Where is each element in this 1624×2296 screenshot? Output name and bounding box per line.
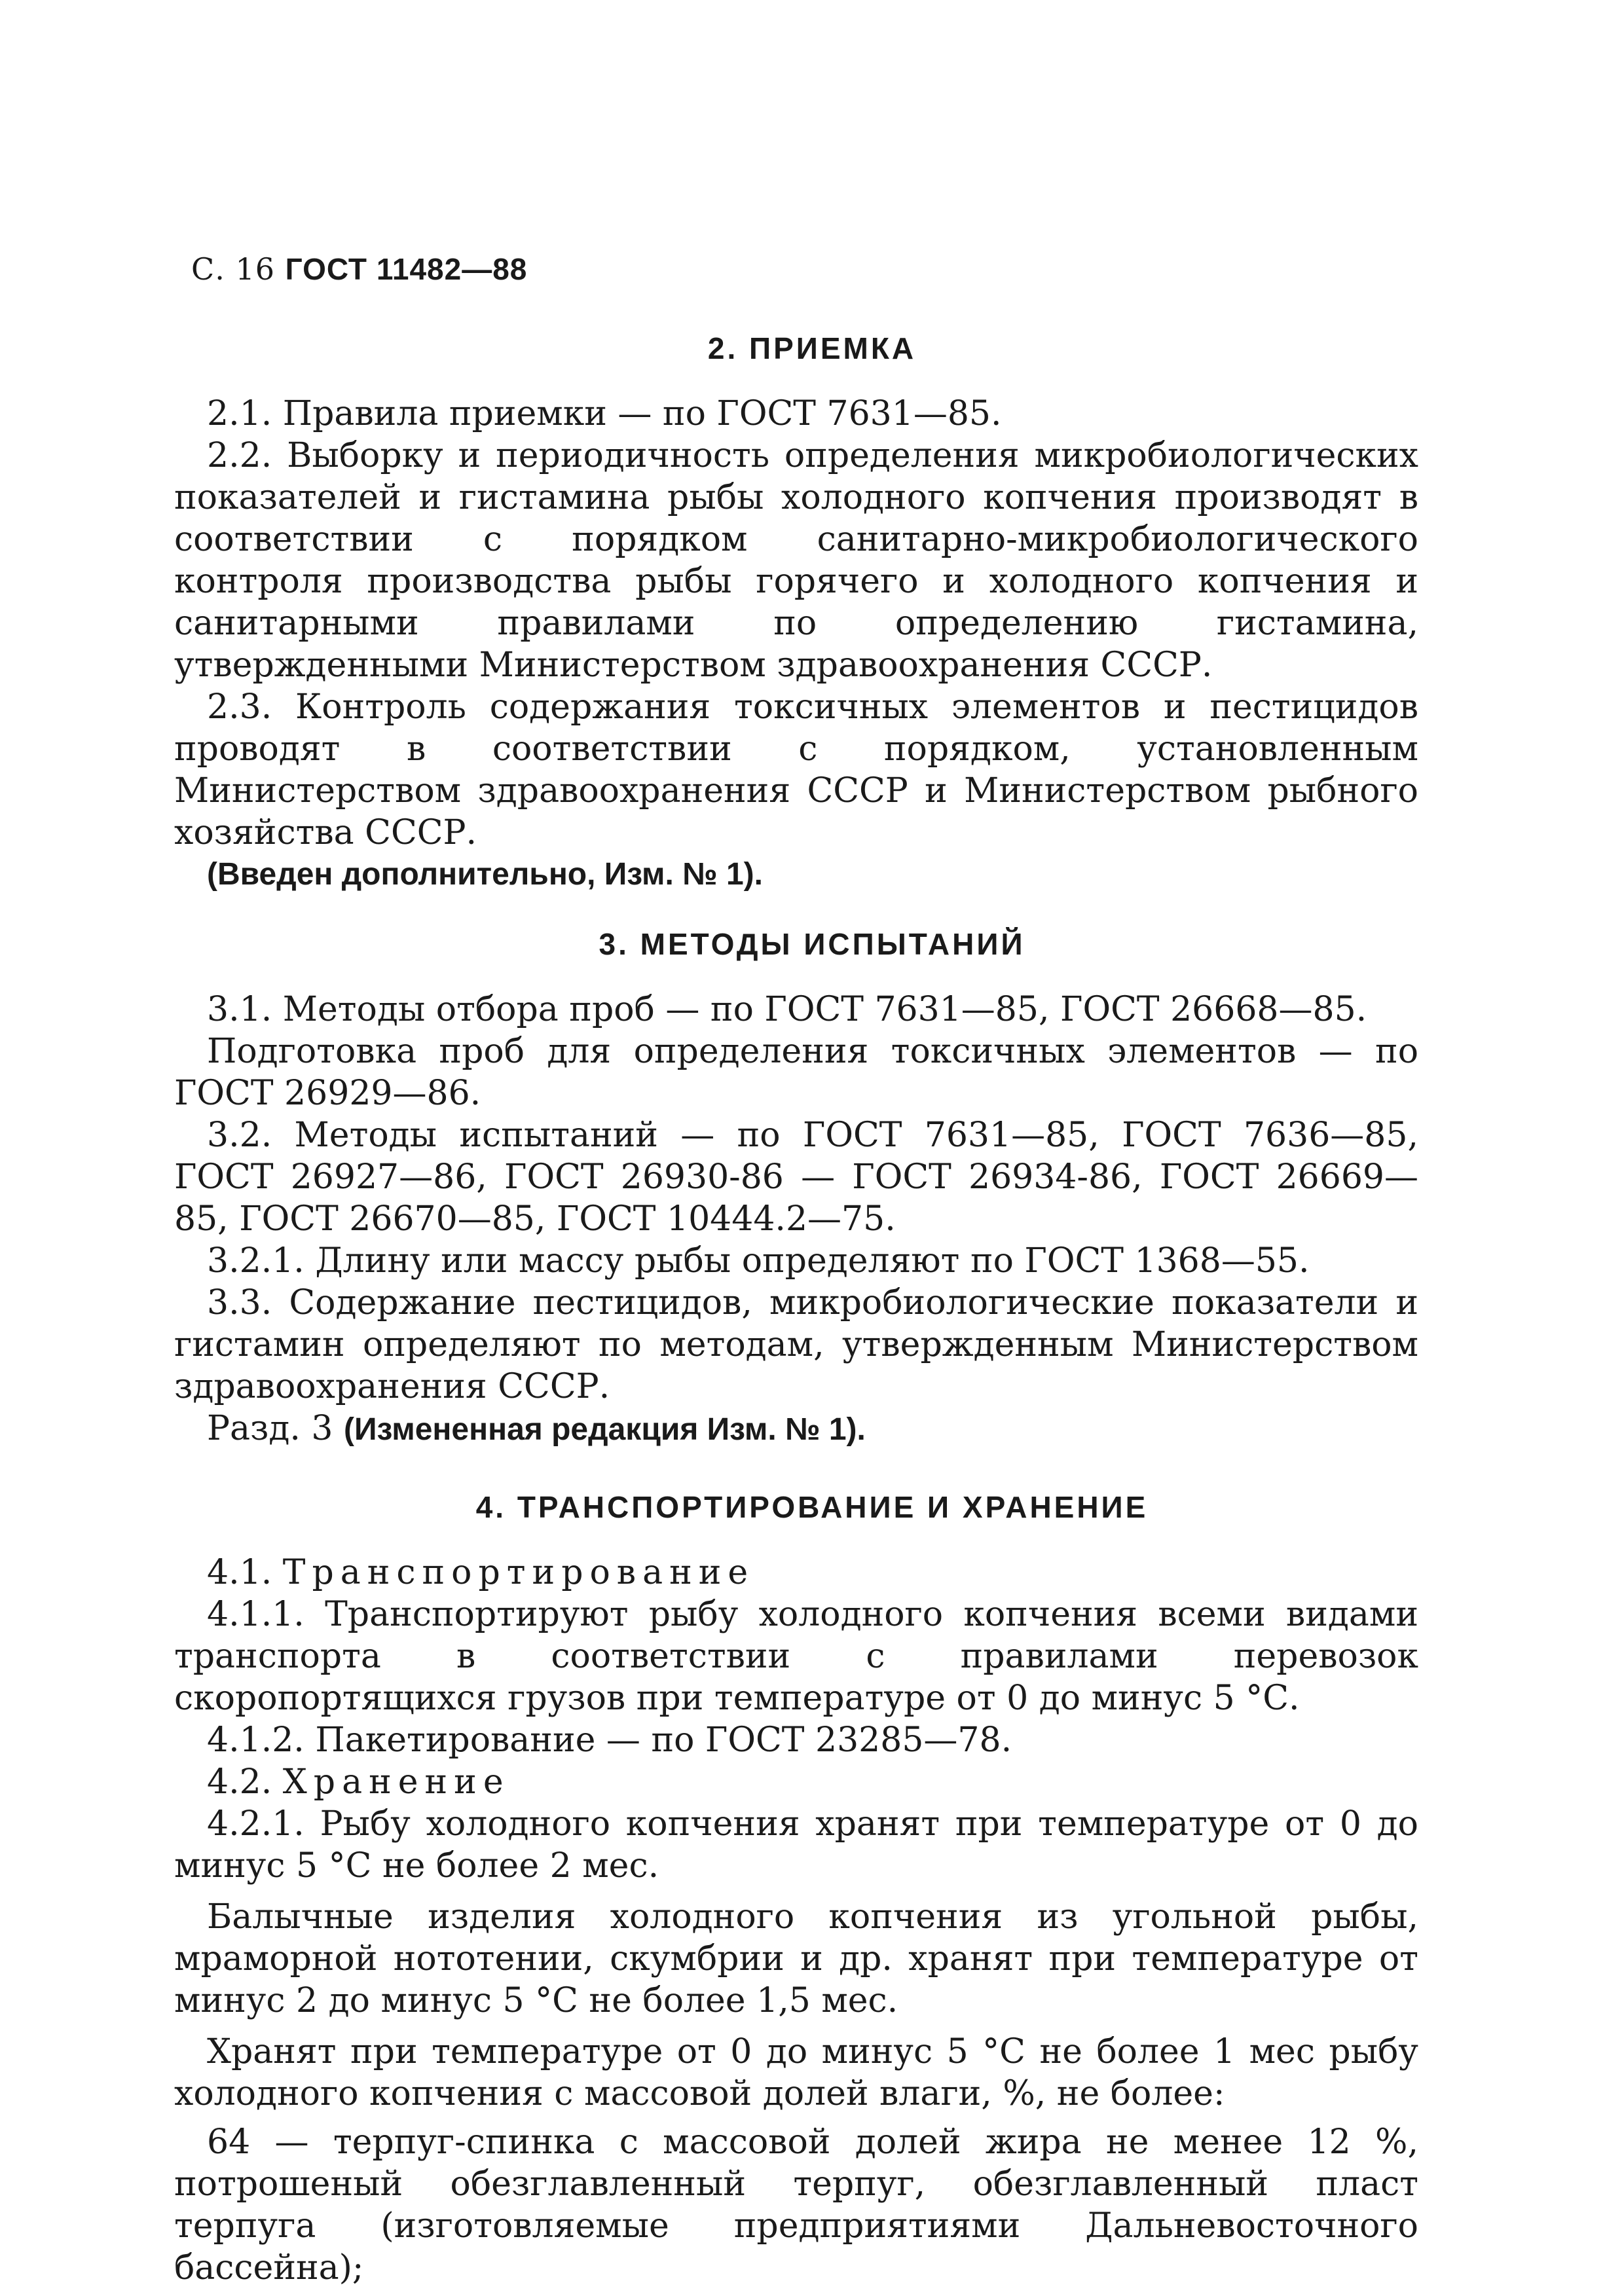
subsection-4-1-number: 4.1. [207,1553,272,1592]
subsection-4-1 [174,1552,1418,1594]
paragraph-storage-1-month: Хранят при температуре от 0 до минус 5 °С не более 1 мес рыбу холодного копчения с массовой долей влаги, %, не более: [174,2032,1418,2113]
subsection-4-2-number: 4.2. [207,1762,272,1802]
paragraph-balyk: Балычные изделия холодного копчения из угольной рыбы, мраморной нототении, скумбрии и др. хранят при температуре от минус 2 до минус 5 °С не более 1,5 мес. [174,1897,1418,2020]
paragraph-4-1-1: 4.1.1. Транспортируют рыбу холодного копчения всеми видами транспорта в соответствии с правилами перевозок скоропортящихся грузов при температуре от 0 до минус 5 °С. [174,1595,1418,1718]
subsection-4-2 [174,1761,1418,1803]
paragraph-3-1: 3.1. Методы отбора проб — по ГОСТ 7631—85, ГОСТ 26668—85. [207,990,1367,1029]
amendment-note-2: (Введен дополнительно, Изм. № 1). [207,857,763,892]
section-4-title: 4. ТРАНСПОРТИРОВАНИЕ И ХРАНЕНИЕ [475,1490,1149,1524]
paragraph-2-2: 2.2. Выборку и периодичность определения микробиологических показателей и гистамина рыбы холодного копчения производят в соответствии с порядком санитарно-микробиологического контроля производства рыбы горячего и холодного копчения и санитарными правилами по определению гистамина, утвержденными Министерством здравоохранения СССР. [174,436,1418,685]
note-section-ref: Разд. 3 [207,1409,333,1448]
paragraph-4-1-2: 4.1.2. Пакетирование — по ГОСТ 23285—78. [207,1721,1012,1760]
paragraph-3-1-b: Подготовка проб для определения токсичных элементов — по ГОСТ 26929—86. [174,1032,1418,1113]
paragraph-4-2-1: 4.2.1. Рыбу холодного копчения хранят при температуре от 0 до минус 5 °С не более 2 мес. [174,1804,1418,1886]
section-2-title: 2. ПРИЕМКА [707,331,917,365]
page-number: С. 16 [191,251,275,287]
subsection-4-2-label: Хранение [282,1762,510,1802]
section-2-body [174,393,1418,896]
subsection-4-1-label: Транспортирование [282,1553,755,1592]
section-3-body [174,989,1418,1451]
note-amendment-text: (Измененная редакция Изм. № 1). [344,1412,866,1447]
paragraph-terpug: 64 — терпуг-спинка с массовой долей жира не менее 12 %, потрошеный обезглавленный терпуг, обезглавленный пласт терпуга (изготовляемые предприятиями Дальневосточного бассейна); [174,2123,1418,2287]
paragraph-3-2: 3.2. Методы испытаний — по ГОСТ 7631—85, ГОСТ 7636—85, ГОСТ 26927—86, ГОСТ 26930-86 — ГОСТ 26934-86, ГОСТ 26669—85, ГОСТ 26670—85, ГОСТ 10444.2—75. [174,1116,1418,1239]
section-3-title: 3. МЕТОДЫ ИСПЫТАНИЙ [599,927,1025,961]
paragraph-3-2-1: 3.2.1. Длину или массу рыбы определяют по ГОСТ 1368—55. [207,1241,1310,1281]
paragraph-2-3: 2.3. Контроль содержания токсичных элементов и пестицидов проводят в соответствии с порядком, установленным Министерством здравоохранения СССР и Министерством рыбного хозяйства СССР. [174,687,1418,852]
standard-code: ГОСТ 11482—88 [285,252,528,286]
paragraph-2-1: 2.1. Правила приемки — по ГОСТ 7631—85. [207,394,1002,433]
section-4-body [174,1552,1418,2289]
page-header [191,251,527,287]
amendment-note-3 [174,1408,1418,1451]
paragraph-3-3: 3.3. Содержание пестицидов, микробиологические показатели и гистамин определяют по методам, утвержденным Министерством здравоохранения СССР. [174,1283,1418,1406]
